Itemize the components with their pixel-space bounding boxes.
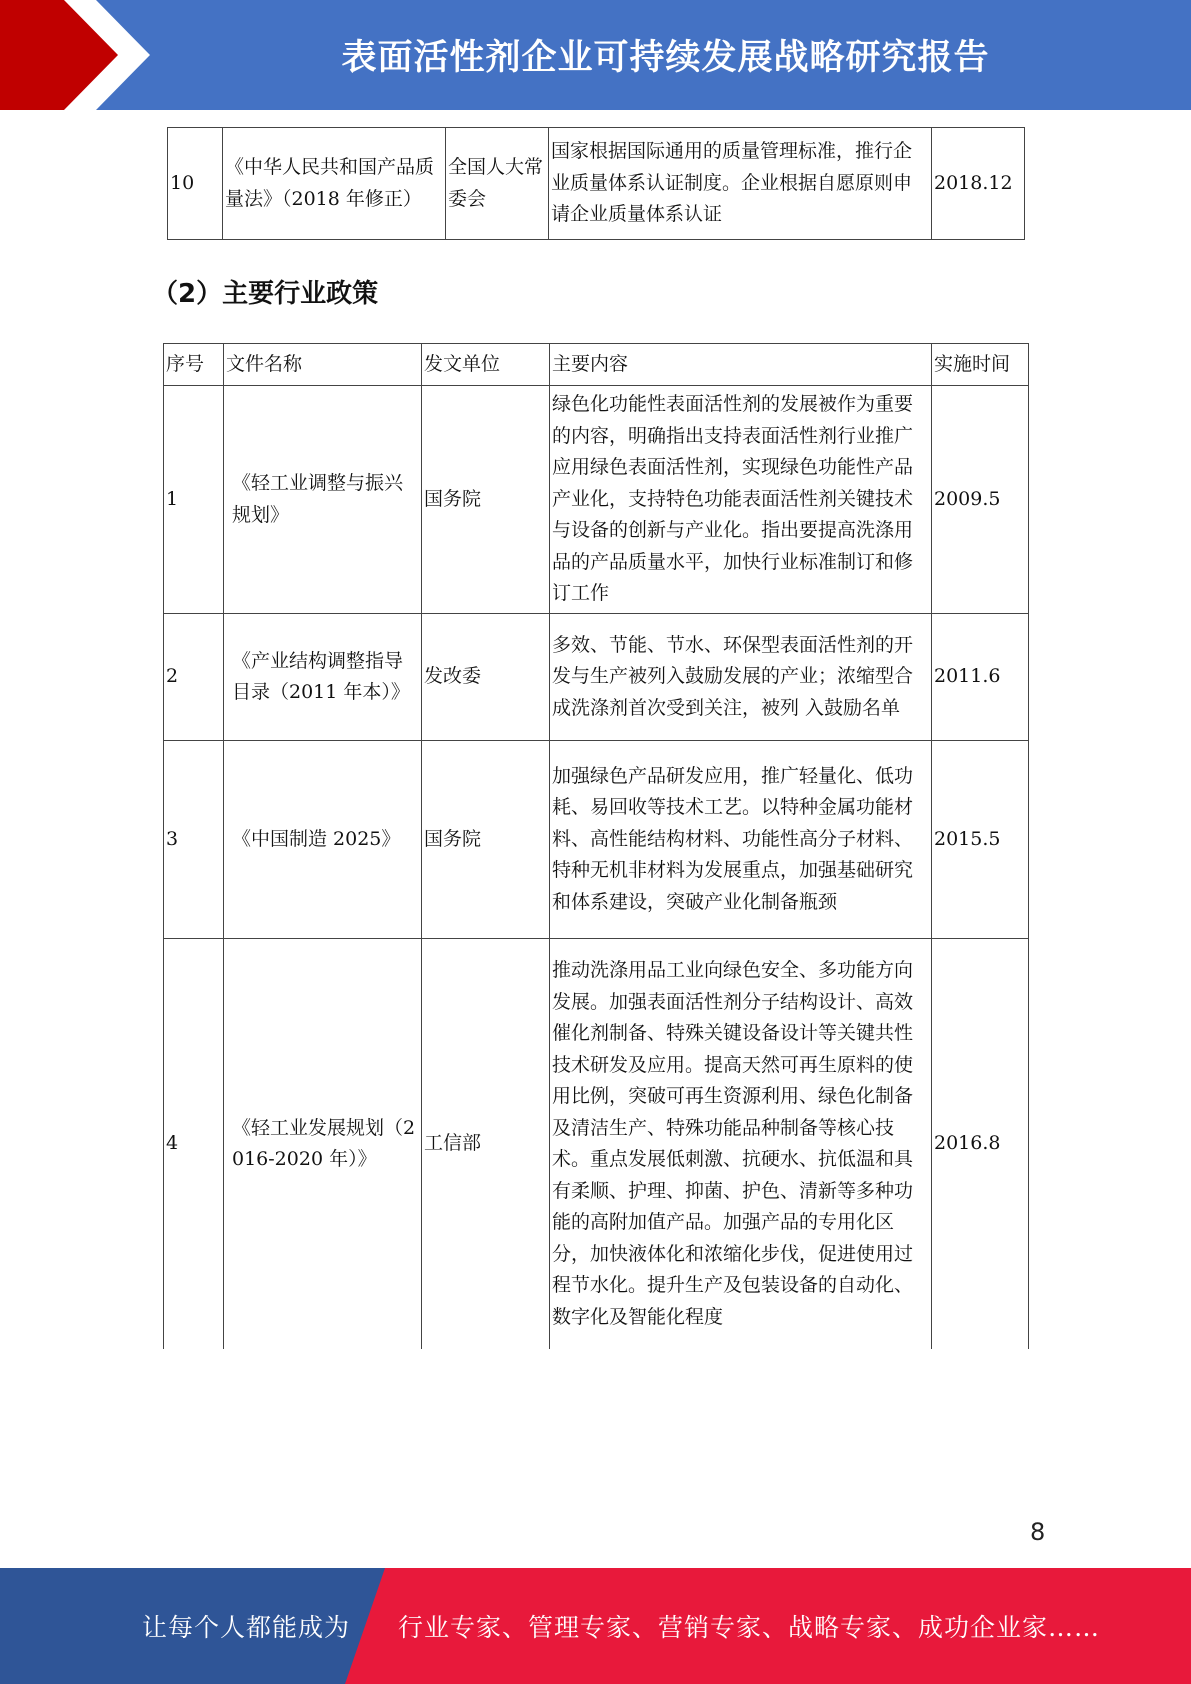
section-heading: （2）主要行业政策 xyxy=(152,279,379,309)
issuing-body: 发改委 xyxy=(422,614,550,741)
effective-date: 2009.5 xyxy=(932,386,1029,614)
column-header-content: 主要内容 xyxy=(550,344,932,386)
issuing-body: 工信部 xyxy=(422,939,550,1350)
issuing-body: 全国人大常委会 xyxy=(446,128,549,240)
column-header-name: 文件名称 xyxy=(224,344,422,386)
column-header-date: 实施时间 xyxy=(932,344,1029,386)
document-name: 《产业结构调整指导目录（2011 年本）》 xyxy=(224,614,422,741)
row-index: 2 xyxy=(164,614,224,741)
table-row xyxy=(164,939,1029,1350)
page-header xyxy=(0,0,1191,110)
row-index: 1 xyxy=(164,386,224,614)
effective-date: 2018.12 xyxy=(932,128,1025,240)
table-row xyxy=(164,614,1029,741)
table-row xyxy=(168,128,1025,240)
footer-slogan-left: 让每个人都能成为 xyxy=(142,1613,351,1642)
table-row xyxy=(164,386,1029,614)
effective-date: 2016.8 xyxy=(932,939,1029,1350)
law-table-continuation xyxy=(167,127,1025,240)
document-name: 《中华人民共和国产品质量法》（2018 年修正） xyxy=(223,128,446,240)
page-number: 8 xyxy=(1030,1518,1046,1546)
policy-table xyxy=(163,343,1029,1349)
effective-date: 2011.6 xyxy=(932,614,1029,741)
main-content: 绿色化功能性表面活性剂的发展被作为重要的内容，明确指出支持表面活性剂行业推广应用绿色表面活性剂，实现绿色功能性产品产业化，支持特色功能表面活性剂关键技术与设备的创新与产业化。指出要提高洗涤用品的产品质量水平，加快行业标准制订和修订工作 xyxy=(550,386,932,614)
document-name: 《轻工业调整与振兴规划》 xyxy=(224,386,422,614)
column-header-issuer: 发文单位 xyxy=(422,344,550,386)
table-header-row xyxy=(164,344,1029,386)
report-title: 表面活性剂企业可持续发展战略研究报告 xyxy=(341,38,990,78)
footer-slogan-right: 行业专家、管理专家、营销专家、战略专家、成功企业家…… xyxy=(398,1613,1101,1642)
row-index: 3 xyxy=(164,741,224,939)
column-header-index: 序号 xyxy=(164,344,224,386)
document-name: 《中国制造 2025》 xyxy=(224,741,422,939)
row-index: 4 xyxy=(164,939,224,1350)
row-index: 10 xyxy=(168,128,223,240)
effective-date: 2015.5 xyxy=(932,741,1029,939)
issuing-body: 国务院 xyxy=(422,386,550,614)
main-content: 国家根据国际通用的质量管理标准，推行企业质量体系认证制度。企业根据自愿原则申请企业质量体系认证 xyxy=(549,128,932,240)
main-content: 多效、节能、节水、环保型表面活性剂的开发与生产被列入鼓励发展的产业；浓缩型合成洗涤剂首次受到关注，被列 入鼓励名单 xyxy=(550,614,932,741)
page-footer xyxy=(0,1568,1191,1684)
main-content: 加强绿色产品研发应用，推广轻量化、低功耗、易回收等技术工艺。以特种金属功能材料、高性能结构材料、功能性高分子材料、特种无机非材料为发展重点，加强基础研究和体系建设，突破产业化制备瓶颈 xyxy=(550,741,932,939)
issuing-body: 国务院 xyxy=(422,741,550,939)
table-row xyxy=(164,741,1029,939)
document-name: 《轻工业发展规划（2016-2020 年）》 xyxy=(224,939,422,1350)
main-content: 推动洗涤用品工业向绿色安全、多功能方向发展。加强表面活性剂分子结构设计、高效催化剂制备、特殊关键设备设计等关键共性技术研发及应用。提高天然可再生原料的使用比例，突破可再生资源利用、绿色化制备及清洁生产、特殊功能品种制备等核心技术。重点发展低刺激、抗硬水、抗低温和具有柔顺、护理、抑菌、护色、清新等多种功能的高附加值产品。加强产品的专用化区分，加快液体化和浓缩化步伐，促进使用过程节水化。提升生产及包装设备的自动化、数字化及智能化程度 xyxy=(550,939,932,1350)
